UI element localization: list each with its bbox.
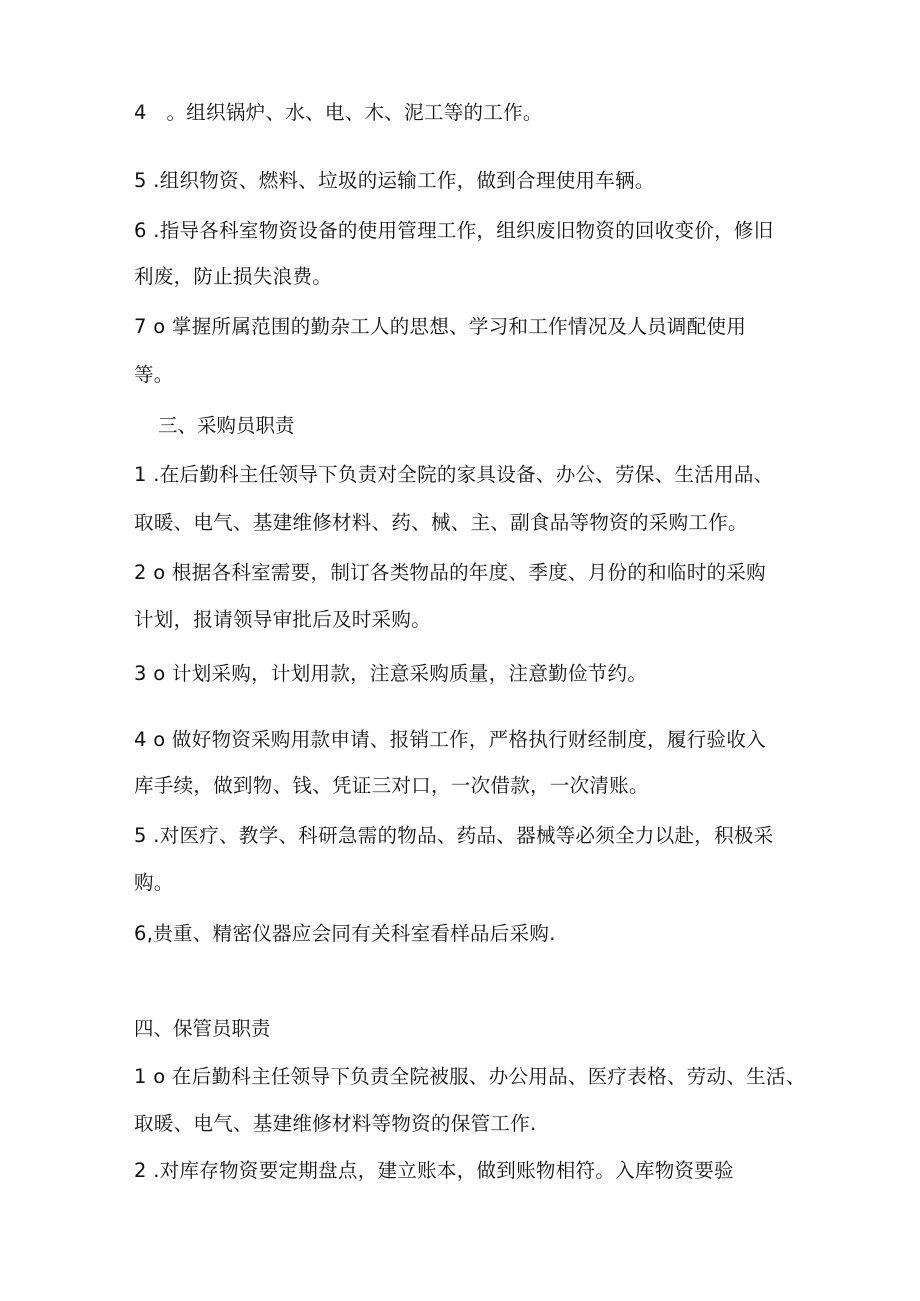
storekeeper-item-2-line: 2 .对库存物资要定期盘点，建立账本，做到账物相符。入库物资要验 (134, 1159, 734, 1182)
section-heading-storekeeper: 四、保管员职责 (134, 1017, 271, 1040)
purchaser-item-3-line: 3 o 计划采购，计划用款，注意采购质量，注意勤俭节约。 (134, 662, 648, 685)
purchaser-item-6-line: 6,贵重、精密仪器应会同有关科室看样品后采购. (134, 922, 556, 945)
item-4-line: 4 。组织锅炉、水、电、木、泥工等的工作。 (134, 101, 543, 124)
item-7-continuation: 等。 (134, 363, 174, 386)
purchaser-item-1-line: 1 .在后勤科主任领导下负责对全院的家具设备、办公、劳保、生活用品、 (134, 463, 774, 486)
item-5-line: 5 .组织物资、燃料、垃圾的运输工作，做到合理使用车辆。 (134, 169, 655, 192)
purchaser-item-1-continuation: 取暖、电气、基建维修材料、药、械、主、副食品等物资的采购工作。 (134, 511, 748, 534)
purchaser-item-5-continuation: 购。 (134, 871, 174, 894)
item-6-line: 6 .指导各科室物资设备的使用管理工作，组织废旧物资的回收变价，修旧 (134, 219, 774, 242)
storekeeper-item-1-line: 1 o 在后勤科主任领导下负责全院被服、办公用品、医疗表格、劳动、生活、 (134, 1065, 806, 1088)
purchaser-item-2-continuation: 计划，报请领导审批后及时采购。 (134, 608, 432, 631)
purchaser-item-5-line: 5 .对医疗、教学、科研急需的物品、药品、器械等必须全力以赴，积极采 (134, 824, 774, 847)
purchaser-item-4-continuation: 库手续，做到物、钱、凭证三对口，一次借款，一次清账。 (134, 774, 649, 797)
section-heading-purchaser: 三、采购员职责 (158, 414, 295, 437)
item-6-continuation: 利废，防止损失浪费。 (134, 265, 333, 288)
purchaser-item-4-line: 4 o 做好物资采购用款申请、报销工作，严格执行财经制度，履行验收入 (134, 728, 766, 751)
purchaser-item-2-line: 2 o 根据各科室需要，制订各类物品的年度、季度、月份的和临时的采购 (134, 561, 766, 584)
storekeeper-item-1-continuation: 取暖、电气、基建维修材料等物资的保管工作. (134, 1112, 537, 1135)
item-7-line: 7 o 掌握所属范围的勤杂工人的思想、学习和工作情况及人员调配使用 (134, 315, 747, 338)
